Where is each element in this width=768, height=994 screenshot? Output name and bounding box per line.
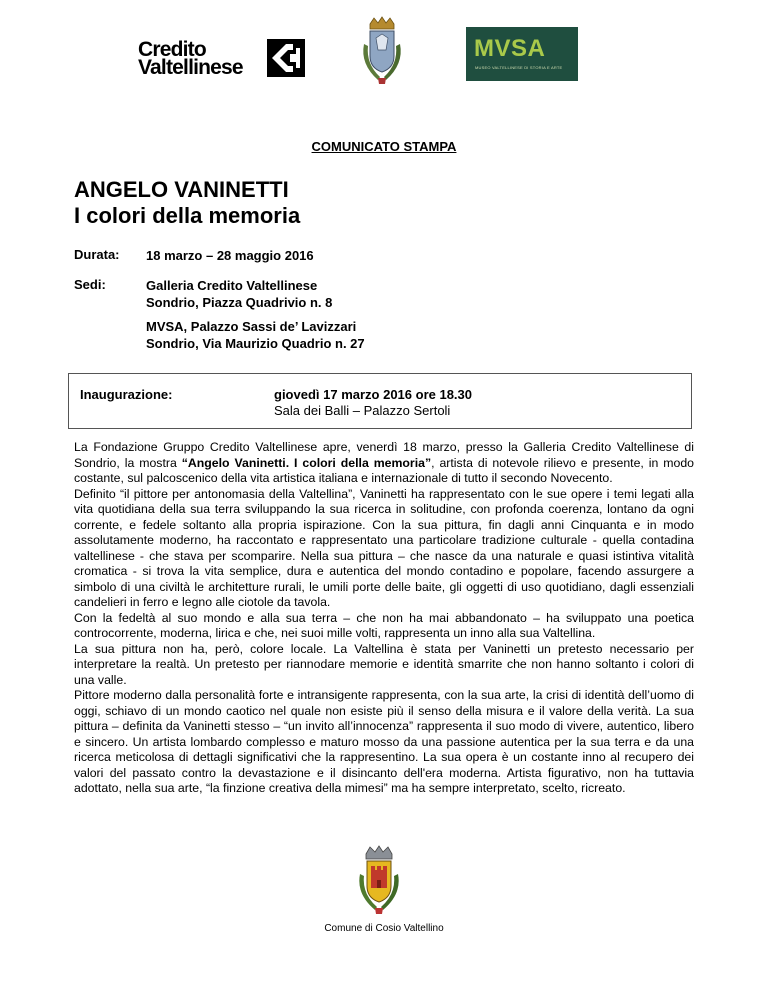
page-title: ANGELO VANINETTI xyxy=(74,177,289,202)
venue2-address: Sondrio, Via Maurizio Quadrio n. 27 xyxy=(146,336,365,351)
mvsa-subtitle: MUSEO VALTELLINESE DI STORIA E ARTE xyxy=(475,65,563,70)
credito-valtellinese-mark-icon xyxy=(266,38,306,78)
exhibition-title: “Angelo Vaninetti. I colori della memoria” xyxy=(181,455,432,470)
venue1-address: Sondrio, Piazza Quadrivio n. 8 xyxy=(146,295,333,310)
credito-valtellinese-logo xyxy=(138,38,310,80)
press-release-heading: COMUNICATO STAMPA xyxy=(311,139,457,154)
body-text xyxy=(74,440,694,797)
mvsa-logo xyxy=(466,27,578,81)
paragraph-5: Pittore moderno dalla personalità forte e intransigente rappresenta, con la sua arte, la crisi di identità dell’uomo di oggi, schiavo di un mondo caotico nel quale non esiste più il senso della misura e il valore della verità. La sua pittura – definita da Vaninetti stesso – “un invito all’innocenza” rappresenta il suo modo di vivere, autentico, libero e sincero. Un artista lombardo complesso e maturo mosso da una passione autentica per la sua terra e da una ricerca meticolosa di dettagli significativi che la rappresentino. La sua opera è un costante inno al recupero dei valori del passato contro la devastazione e il disincanto dell'era moderna. Artista figurativo, non ha tuttavia adottato, nella sua arte, “la finzione creativa della mimesi” ma ha sempre interpretato, scelto, ricreato. xyxy=(74,688,694,795)
logo-text-line1: Credito xyxy=(138,38,206,61)
footer-caption: Comune di Cosio Valtellino xyxy=(324,923,444,934)
sedi-label: Sedi: xyxy=(74,277,106,292)
inauguration-label: Inaugurazione: xyxy=(80,387,173,402)
logo-text-line2: Valtellinese xyxy=(138,56,243,79)
paragraph-3: Con la fedeltà al suo mondo e alla sua terra – che non ha mai abbandonato – ha sviluppato una poetica controcorrente, moderna, lirica e che, nei suoi mille volti, rappresenta un inno alla sua Valtellina. xyxy=(74,610,694,640)
venue1-name: Galleria Credito Valtellinese xyxy=(146,278,318,293)
mvsa-name: MVSA xyxy=(474,35,546,62)
cosio-crest-icon xyxy=(348,844,410,918)
inauguration-place: Sala dei Balli – Palazzo Sertoli xyxy=(274,403,451,418)
sondrio-crest-icon xyxy=(352,14,412,90)
paragraph-2: Definito “il pittore per antonomasia della Valtellina”, Vaninetti ha rappresentato con le sue opere i temi legati alla vita quotidiana della sua terra sviluppando la sua ricerca in solitudine, con profonda coerenza, lontano da ogni corrente, e fedele soltanto alla propria ispirazione. Con la sua pittura, fin dagli anni Cinquanta e in modo assolutamente moderno, ha raccontato e rappresentato una particolare tradizione culturale - quella contadina valtellinese - che stava per scomparire. Nella sua pittura – che nasce da una naturale e quasi istintiva vitalità cromatica - si trova la vita semplice, dura e autentica del mondo contadino e popolare, facendo assurgere a simbolo di una civiltà le architetture rurali, le umili porte delle baite, gli oggetti di uso quotidiano, dagli essenziali candelieri in ferro e legno alle ciotole da tavola. xyxy=(74,486,694,609)
durata-value: 18 marzo – 28 maggio 2016 xyxy=(146,248,314,263)
paragraph-1: La Fondazione Gruppo Credito Valtellinese apre, venerdì 18 marzo, presso la Galleria Credito Valtellinese di Sondrio, la mostra “Angelo Vaninetti. I colori della memoria”, artista di notevole rilievo e presente, in modo costante, sul palcoscenico della vita artistica italiana e internazionale di tutto il secondo Novecento. xyxy=(74,440,694,485)
page-subtitle: I colori della memoria xyxy=(74,203,301,228)
venue2-name: MVSA, Palazzo Sassi de’ Lavizzari xyxy=(146,319,357,334)
inauguration-date: giovedì 17 marzo 2016 ore 18.30 xyxy=(274,387,472,402)
durata-label: Durata: xyxy=(74,247,120,262)
paragraph-4: La sua pittura non ha, però, colore locale. La Valtellina è stata per Vaninetti un pretesto necessario per interpretare la realtà. Un pretesto per riannodare memorie e identità smarrite che non hanno soltanto i colori di una valle. xyxy=(74,641,694,687)
